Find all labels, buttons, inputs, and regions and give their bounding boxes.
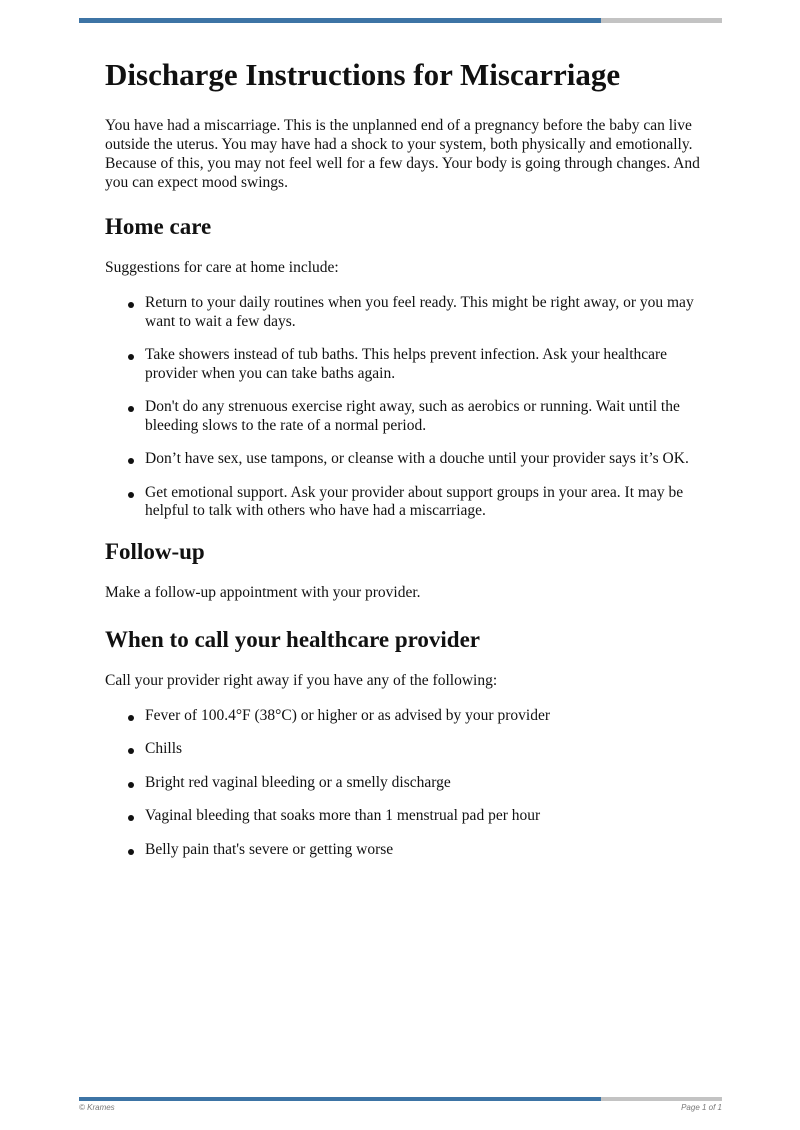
- follow-up-heading: Follow-up: [105, 538, 205, 564]
- list-item: [105, 841, 705, 860]
- top-divider-bar: [79, 18, 722, 23]
- when-to-call-section: [105, 626, 705, 860]
- bullet-icon: [128, 849, 134, 855]
- when-to-call-lead: Call your provider right away if you have any of the following:: [105, 671, 498, 689]
- page-title: Discharge Instructions for Miscarriage: [105, 57, 621, 92]
- bullet-icon: [128, 492, 134, 498]
- list-item: [105, 740, 705, 759]
- document-body: [105, 56, 705, 874]
- list-item-text: Return to your daily routines when you feel ready. This might be right away, or you may want to wait a few days.: [145, 294, 694, 330]
- top-divider-accent: [79, 18, 601, 23]
- bullet-icon: [128, 715, 134, 721]
- list-item: [105, 346, 705, 383]
- bullet-icon: [128, 458, 134, 464]
- when-to-call-list: [105, 707, 705, 860]
- list-item-text: Vaginal bleeding that soaks more than 1 menstrual pad per hour: [145, 807, 541, 824]
- list-item-text: Bright red vaginal bleeding or a smelly discharge: [145, 773, 451, 791]
- list-item: [105, 774, 705, 793]
- top-divider-muted: [601, 18, 722, 23]
- bullet-icon: [128, 815, 134, 821]
- list-item-text: Fever of 100.4°F (38°C) or higher or as advised by your provider: [145, 706, 550, 724]
- home-care-section: [105, 213, 705, 521]
- list-item: [105, 294, 705, 331]
- intro-paragraph: You have had a miscarriage. This is the unplanned end of a pregnancy before the baby can live outside the uterus. You may have had a shock to your system, both physically and emotionally. Because of this, you may not feel well for a few days. Your body is going through changes. And you can expect mood swings.: [105, 117, 700, 191]
- bullet-icon: [128, 406, 134, 412]
- home-care-heading: Home care: [105, 214, 212, 239]
- bottom-divider-accent: [79, 1097, 601, 1101]
- list-item-text: Get emotional support. Ask your provider about support groups in your area. It may be helpful to talk with others who have had a miscarriage.: [145, 483, 684, 519]
- when-to-call-heading: When to call your healthcare provider: [105, 626, 481, 652]
- list-item-text: Chills: [145, 740, 183, 757]
- list-item: [105, 807, 705, 826]
- list-item: [105, 450, 705, 469]
- follow-up-text: Make a follow-up appointment with your provider.: [105, 583, 421, 601]
- copyright-text: © Krames: [79, 1103, 115, 1112]
- list-item: [105, 484, 705, 521]
- list-item-text: Don’t have sex, use tampons, or cleanse with a douche until your provider says it’s OK.: [145, 450, 689, 467]
- list-item: [105, 398, 705, 435]
- home-care-list: [105, 294, 705, 521]
- list-item-text: Take showers instead of tub baths. This helps prevent infection. Ask your healthcare provider when you can take baths again.: [145, 346, 668, 382]
- home-care-lead: Suggestions for care at home include:: [105, 259, 339, 276]
- bullet-icon: [128, 354, 134, 360]
- bottom-divider-muted: [601, 1097, 722, 1101]
- bullet-icon: [128, 782, 134, 788]
- list-item: [105, 707, 705, 726]
- list-item-text: Don't do any strenuous exercise right away, such as aerobics or running. Wait until the bleeding slows to the rate of a normal period.: [145, 398, 680, 434]
- bullet-icon: [128, 748, 134, 754]
- bottom-divider-bar: [79, 1097, 722, 1101]
- list-item-text: Belly pain that's severe or getting worse: [145, 840, 394, 858]
- page-number: Page 1 of 1: [681, 1103, 722, 1112]
- follow-up-section: [105, 538, 705, 602]
- bullet-icon: [128, 302, 134, 308]
